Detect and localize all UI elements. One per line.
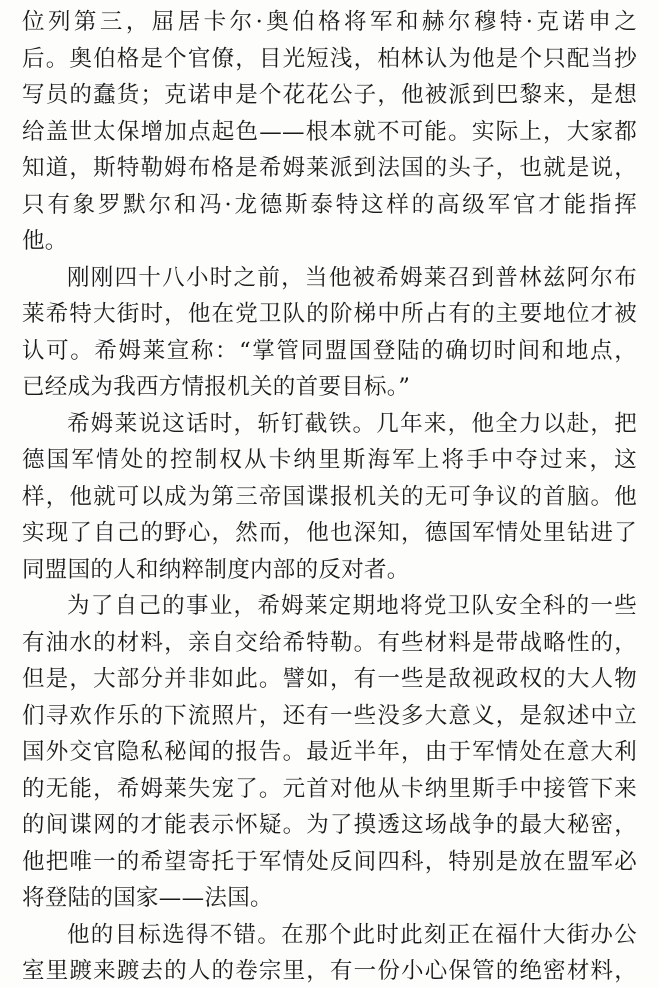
text-line: 将登陆的国家——法国。 — [22, 885, 273, 911]
text-line: 位列第三，屈居卡尔·奥伯格将军和赫尔穆特·克诺申之 — [22, 9, 637, 35]
paragraph-2 — [22, 260, 637, 406]
text-line: 的无能，希姆莱失宠了。元首对他从卡纳里斯手中接管下来 — [22, 775, 637, 802]
text-line: 同盟国的人和纳粹制度内部的反对者。 — [22, 556, 410, 583]
text-line: 德国军情处的控制权从卡纳里斯海军上将手中夺过来，这 — [22, 447, 637, 473]
text-line: 他。 — [22, 228, 68, 254]
text-line: 已经成为我西方情报机关的首要目标。” — [22, 374, 411, 400]
paragraph-3 — [22, 406, 637, 589]
text-line: 给盖世太保增加点起色——根本就不可能。实际上，大家都 — [22, 118, 637, 145]
text-line: 为了自己的事业，希姆莱定期地将党卫队安全科的一些 — [67, 593, 637, 619]
text-line: 刚刚四十八小时之前，当他被希姆莱召到普林兹阿尔布 — [67, 264, 637, 291]
text-line: 国外交官隐私秘闻的报告。最近半年，由于军情处在意大利 — [22, 739, 637, 765]
text-line: 知道，斯特勒姆布格是希姆莱派到法国的头子，也就是说， — [22, 155, 637, 181]
paragraph-1 — [22, 4, 637, 260]
text-line: 但是，大部分并非如此。譬如，有一些是敌视政权的大人物 — [22, 666, 637, 692]
text-line: 们寻欢作乐的下流照片，还有一些没多大意义，是叙述中立 — [22, 702, 637, 729]
text-line: 样，他就可以成为第三帝国谍报机关的无可争议的首脑。他 — [22, 483, 637, 510]
paragraph-5 — [22, 917, 637, 990]
text-line: 后。奥伯格是个官僚，目光短浅，柏林认为他是个只配当抄 — [22, 45, 637, 72]
paragraph-4 — [22, 588, 637, 917]
text-line: 的间谍网的才能表示怀疑。为了摸透这场战争的最大秘密， — [22, 812, 637, 838]
text-line: 有油水的材料，亲自交给希特勒。有些材料是带战略性的， — [22, 629, 637, 656]
text-line: 他把唯一的希望寄托于军情处反间四科，特别是放在盟军必 — [22, 848, 637, 875]
text-line: 室里踱来踱去的人的卷宗里，有一份小心保管的绝密材料， — [22, 958, 637, 984]
text-line: 他的目标选得不错。在那个此时此刻正在福什大街办公 — [67, 921, 637, 948]
text-line: 莱希特大街时，他在党卫队的阶梯中所占有的主要地位才被 — [22, 301, 637, 327]
text-line: 认可。希姆莱宣称：“掌管同盟国登陆的确切时间和地点， — [22, 337, 637, 364]
text-line: 希姆莱说这话时，斩钉截铁。几年来，他全力以赴，把 — [67, 410, 637, 437]
text-line: 只有象罗默尔和冯·龙德斯泰特这样的高级军官才能指挥 — [22, 191, 637, 218]
text-line: 写员的蠢货；克诺申是个花花公子，他被派到巴黎来，是想 — [22, 82, 637, 108]
text-line: 实现了自己的野心，然而，他也深知，德国军情处里钻进了 — [22, 520, 637, 546]
